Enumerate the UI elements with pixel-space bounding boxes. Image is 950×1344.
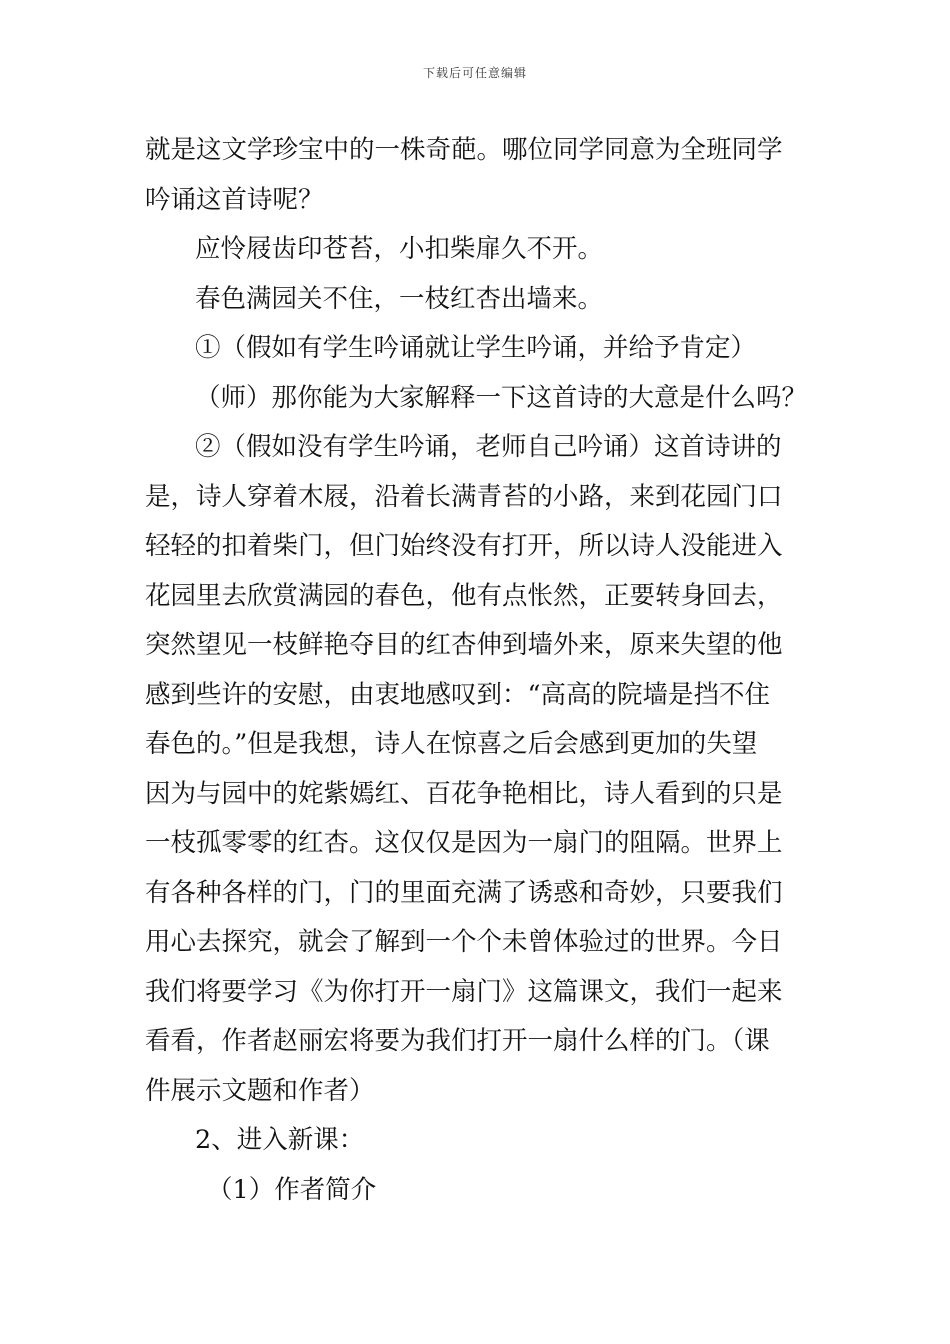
text-line: ①（假如有学生吟诵就让学生吟诵，并给予肯定） <box>195 333 757 363</box>
text-line: 件展示文题和作者） <box>145 1075 375 1106</box>
body-text <box>145 126 810 1215</box>
text-line: 应怜屐齿印苍苔，小扣柴扉久不开。 <box>195 234 604 264</box>
text-line: ②（假如没有学生吟诵，老师自己吟诵）这首诗讲的 <box>195 432 782 462</box>
text-line: 一枝孤零零的红杏。这仅仅是因为一扇门的阻隔。世界上 <box>145 828 783 858</box>
page-header: 下载后可任意编辑 <box>422 66 527 80</box>
text-line: 我们将要学习《为你打开一扇门》这篇课文，我们一起来 <box>145 976 783 1007</box>
text-line: 用心去探究，就会了解到一个个未曾体验过的世界。今日 <box>145 927 783 957</box>
text-line: 感到些许的安慰，由衷地感叹到：“高高的院墙是挡不住 <box>145 679 771 710</box>
text-line: 2、进入新课： <box>195 1125 365 1155</box>
text-line: 春色的。”但是我想，诗人在惊喜之后会感到更加的失望 <box>145 729 758 759</box>
text-line: 春色满园关不住，一枝红杏出墙来。 <box>195 283 604 314</box>
text-line: 是，诗人穿着木屐，沿着长满青苔的小路，来到花园门口 <box>145 481 783 512</box>
text-line: （1）作者简介 <box>207 1174 377 1205</box>
text-line: 有各种各样的门，门的里面充满了诱惑和奇妙，只要我们 <box>145 877 783 908</box>
text-line: 就是这文学珍宝中的一株奇葩。哪位同学同意为全班同学 <box>145 135 783 165</box>
text-line: 花园里去欣赏满园的春色，他有点怅然，正要转身回去， <box>145 580 783 611</box>
text-line: 轻轻的扣着柴门，但门始终没有打开，所以诗人没能进入 <box>145 531 783 561</box>
text-line: 吟诵这首诗呢？ <box>145 184 324 215</box>
text-line: 突然望见一枝鲜艳夺目的红杏伸到墙外来，原来失望的他 <box>145 630 783 660</box>
text-line: （师）那你能为大家解释一下这首诗的大意是什么吗？ <box>195 382 808 413</box>
text-line: 看看，作者赵丽宏将要为我们打开一扇什么样的门。（课 <box>145 1026 770 1056</box>
text-line: 因为与园中的姹紫嫣红、百花争艳相比，诗人看到的只是 <box>145 778 783 809</box>
